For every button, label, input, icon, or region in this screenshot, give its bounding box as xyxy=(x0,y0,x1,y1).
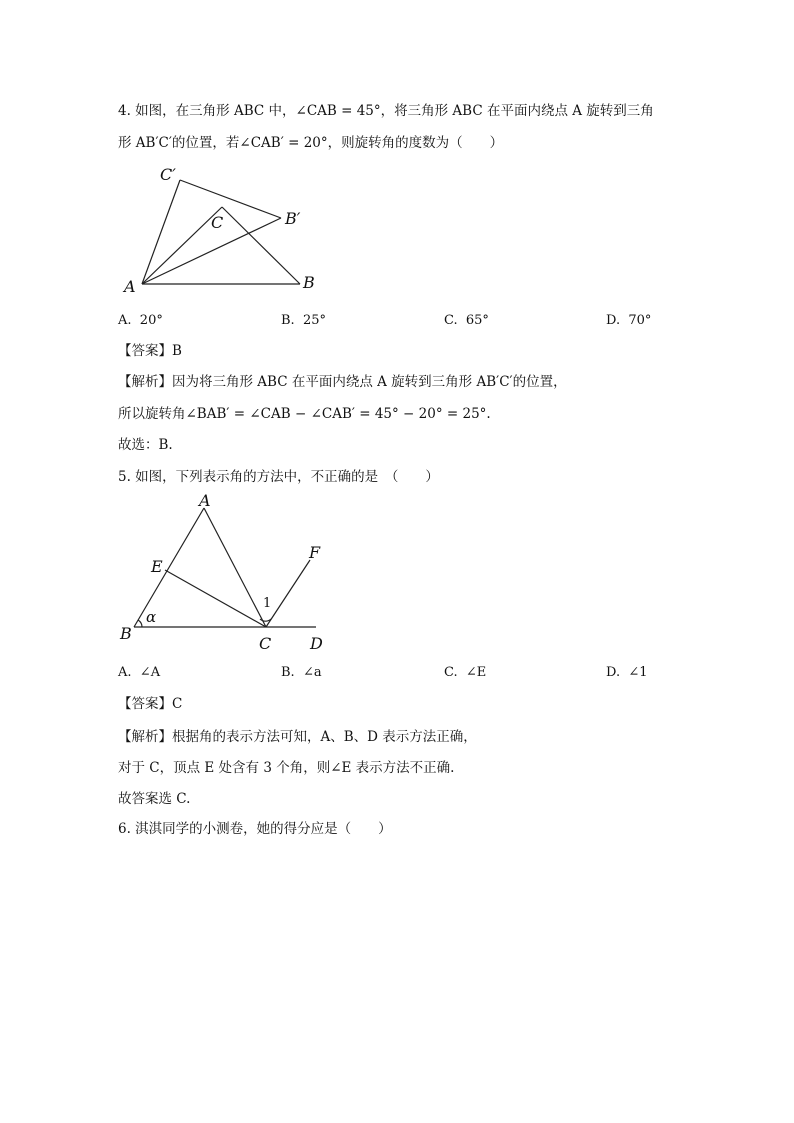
label-alpha: α xyxy=(146,608,157,626)
label-B: B xyxy=(303,273,315,292)
q5-conclusion: 故答案选 C. xyxy=(118,791,191,807)
q5-analysis-line-2: 对于 C，顶点 E 处含有 3 个角，则∠E 表示方法不正确. xyxy=(118,760,455,776)
q4-option-b: B. 25° xyxy=(281,313,326,328)
q5-option-a: A. ∠A xyxy=(118,665,161,680)
label-C: C xyxy=(211,213,224,232)
label-C: C xyxy=(259,634,272,653)
angle-arc-alpha xyxy=(138,620,142,627)
q5-option-c: C. ∠E xyxy=(444,665,487,680)
q4-answer: 【答案】B xyxy=(118,343,182,359)
q6-stem: 6. 淇淇同学的小测卷，她的得分应是（ ） xyxy=(118,821,392,837)
segment-C-prime-B-prime xyxy=(180,180,281,218)
q4-option-c: C. 65° xyxy=(444,313,489,328)
q4-stem-line-1: 4. 如图，在三角形 ABC 中，∠CAB = 45°，将三角形 ABC 在平面内绕点 A 旋转到三角 xyxy=(118,103,654,119)
q5-option-b: B. ∠a xyxy=(281,665,322,680)
label-1: 1 xyxy=(263,596,272,611)
label-A: A xyxy=(199,491,211,510)
label-A: A xyxy=(124,277,136,296)
label-B: B xyxy=(120,624,132,643)
q5-angle-figure xyxy=(116,490,336,655)
q4-option-d: D. 70° xyxy=(606,313,652,328)
q5-stem: 5. 如图，下列表示角的方法中，不正确的是 （ ） xyxy=(118,469,439,485)
label-F: F xyxy=(309,543,321,562)
segment-BA xyxy=(134,508,204,627)
q4-conclusion: 故选：B. xyxy=(118,437,173,453)
label-C-prime: C′ xyxy=(160,165,176,184)
segment-AC xyxy=(142,207,222,284)
label-B-prime: B′ xyxy=(285,209,301,228)
q4-rotation-figure xyxy=(118,162,328,302)
q5-analysis-line-1: 【解析】根据角的表示方法可知，A、B、D 表示方法正确， xyxy=(118,729,477,745)
q5-option-d: D. ∠1 xyxy=(606,665,648,680)
q5-answer: 【答案】C xyxy=(118,696,183,712)
ray-CF xyxy=(266,560,310,627)
q4-option-a: A. 20° xyxy=(118,313,163,328)
q4-analysis-line-1: 【解析】因为将三角形 ABC 在平面内绕点 A 旋转到三角形 AB′C′的位置， xyxy=(118,374,567,390)
q4-analysis-line-2: 所以旋转角∠BAB′ = ∠CAB − ∠CAB′ = 45° − 20° = 25°. xyxy=(118,406,491,422)
label-E: E xyxy=(151,557,163,576)
label-D: D xyxy=(310,634,323,653)
q4-stem-line-2: 形 AB′C′的位置，若∠CAB′ = 20°，则旋转角的度数为（ ） xyxy=(118,135,504,151)
